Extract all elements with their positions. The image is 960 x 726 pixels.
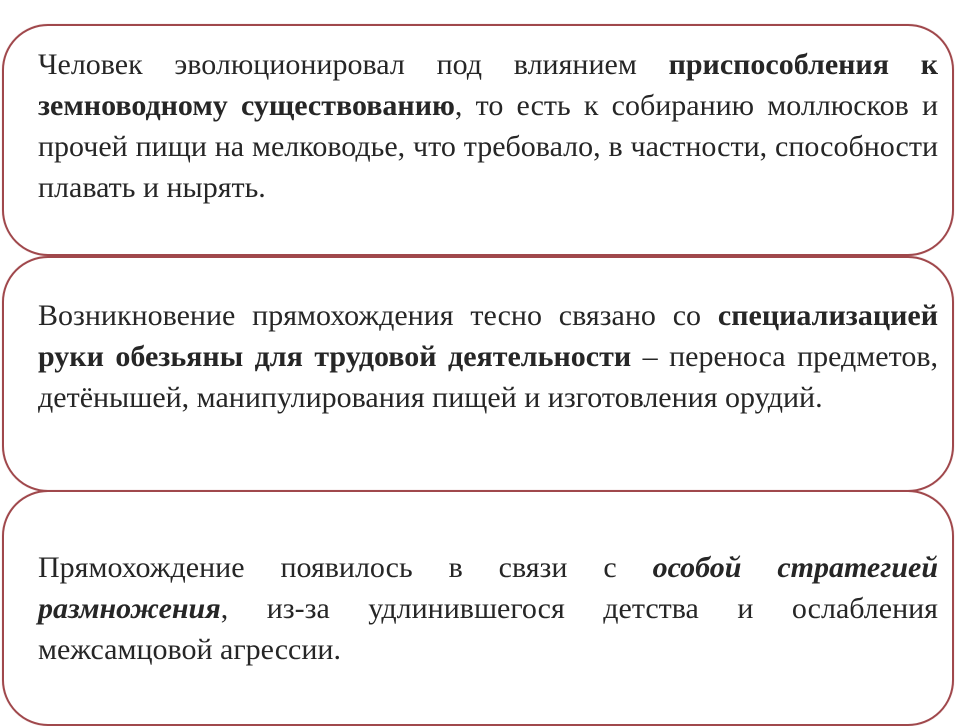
hypothesis-reproduction-intro: Прямохождение появилось в связи с bbox=[38, 551, 653, 584]
hypothesis-card-reproduction bbox=[2, 490, 954, 726]
hypothesis-hand-key-term: специализацией руки обезьяны для трудовой деятельности bbox=[38, 299, 938, 373]
hypothesis-aquatic-intro: Человек эволюционировал под влиянием bbox=[38, 48, 669, 81]
hypothesis-card-hand bbox=[2, 256, 954, 492]
hypothesis-aquatic-key-term: приспособления к земноводному существованию bbox=[38, 48, 939, 122]
hypothesis-card-aquatic bbox=[2, 24, 954, 256]
hypothesis-aquatic-rest: , то есть к собиранию моллюсков и прочей пищи на мелководье, что требовало, в частности, способности плавать и нырять. bbox=[38, 89, 938, 204]
hypothesis-text-reproduction bbox=[38, 547, 938, 670]
hypothesis-reproduction-key-term: особой стратегией размножения bbox=[38, 551, 938, 625]
hypothesis-text-hand bbox=[38, 295, 938, 418]
hypothesis-hand-intro: Возникновение прямохождения тесно связано со bbox=[38, 299, 718, 332]
hypothesis-reproduction-rest: , из-за удлинившегося детства и ослабления межсамцовой агрессии. bbox=[38, 592, 938, 666]
hypothesis-hand-rest: – переноса предметов, детёнышей, манипулирования пищей и изготовления орудий. bbox=[38, 340, 938, 414]
hypothesis-text-aquatic bbox=[38, 44, 938, 208]
